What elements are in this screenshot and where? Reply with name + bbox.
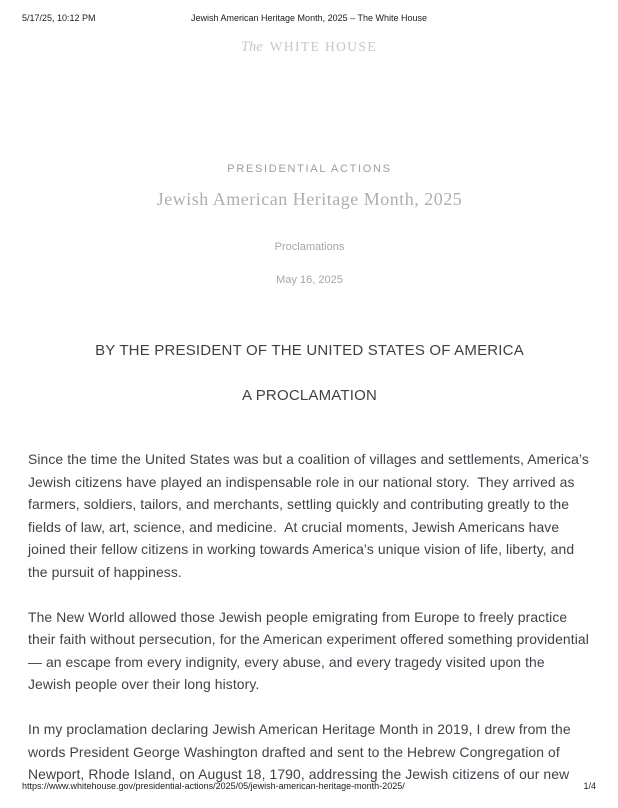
white-house-logo [0,38,618,56]
paragraph: Since the time the United States was but a coalition of villages and settlements, America’s Jewish citizens have played an indispensable role in our national story. They arrived as farmers, soldiers, tailors, and merchants, settling quickly and contributing greatly to the fields of law, art, science, and medicine. At crucial moments, Jewish Americans have joined their fellow citizens in working towards America’s unique vision of life, liberty, and the pursuit of happiness. [28,451,593,580]
print-footer [22,781,596,791]
publish-date: May 16, 2025 [276,274,343,286]
logo-white-house-word: WHITE HOUSE [269,39,377,54]
article [28,163,591,808]
logo-the-word: The [240,39,263,55]
print-source-url: https://www.whitehouse.gov/presidential-actions/2025/05/jewish-american-heritage-month-2025/ [22,781,405,791]
page-indicator: 1/4 [583,781,596,791]
print-header [22,13,596,25]
paragraph: In my proclamation declaring Jewish American Heritage Month in 2019, I drew from the words President George Washington drafted and sent to the Hebrew Congregation of Newport, Rhode Island, on August 18, 1790, addressing the Jewish citizens of our new [28,721,575,782]
page-title: Jewish American Heritage Month, 2025 [156,189,463,209]
section-eyebrow: PRESIDENTIAL ACTIONS [227,163,392,175]
paragraph: The New World allowed those Jewish people emigrating from Europe to freely practice their faith without persecution, for the American experiment offered something providential — an escape from every indignity, every abuse, and every tragedy visited upon the Jewish people over their long history. [28,608,593,692]
print-timestamp: 5/17/25, 10:12 PM [22,13,96,23]
print-document-title: Jewish American Heritage Month, 2025 – The White House [191,13,427,23]
article-body [28,448,591,786]
category-label: Proclamations [274,241,345,253]
proclamation-heading-line1: BY THE PRESIDENT OF THE UNITED STATES OF AMERICA [95,342,524,359]
proclamation-heading-line2: A PROCLAMATION [241,387,378,404]
